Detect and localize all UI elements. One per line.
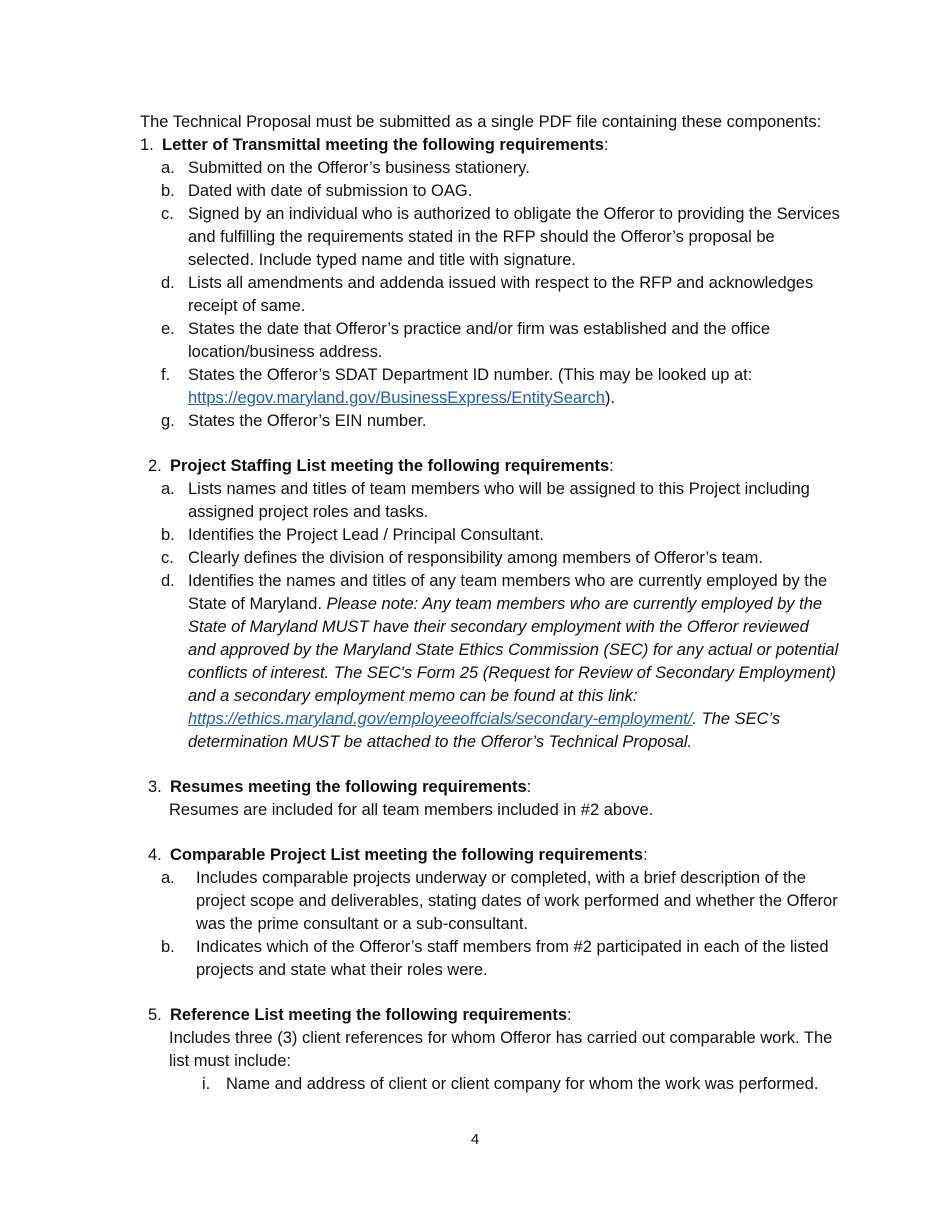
section-1-heading: 1. Letter of Transmittal meeting the following requirements: [140, 134, 840, 157]
list-item: b. Dated with date of submission to OAG. [161, 182, 473, 200]
section-title: Project Staffing List meeting the following requirements [170, 457, 610, 475]
section-number: 3. [148, 778, 162, 796]
page-number: 4 [470, 1131, 480, 1148]
list-item: b. Indicates which of the Offeror’s staff members from #2 participated in each of the listed projects and state what their roles were. [161, 938, 829, 979]
list-item: d. Lists all amendments and addenda issued with respect to the RFP and acknowledges receipt of same. [161, 274, 814, 315]
list-item: a. Lists names and titles of team members who will be assigned to this Project including assigned project roles and tasks. [161, 480, 810, 521]
section-3-heading: 3. Resumes meeting the following requirements: [140, 776, 840, 799]
list-item: f. States the Offeror’s SDAT Department ID number. (This may be looked up at: https://egov.maryland.gov/BusinessExpress/EntitySearch). [161, 366, 753, 407]
list-item: c. Signed by an individual who is authorized to obligate the Offeror to providing the Services and fulfilling the requirements stated in the RFP should the Offeror’s proposal be selected. Include typed name and title with signature. [161, 205, 840, 269]
section-5-text: Includes three (3) client references for whom Offeror has carried out comparable work. The list must include: [169, 1029, 833, 1070]
list-item: d. Identifies the names and titles of any team members who are currently employed by the State of Maryland. Please note: Any team members who are currently employed by the State of Maryland MUST have their secondary employment with the Offeror reviewed and approved by the Maryland State Ethics Commission (SEC) for any actual or potential conflicts of interest. The SEC's Form 25 (Request for Review of Secondary Employment) and a secondary employment memo can be found at this link: https://ethics.maryland.gov/employeeoffcials/secondary-employment/. The SEC’s determination MUST be attached to the Offeror’s Technical Proposal. [161, 572, 839, 751]
section-title: Resumes meeting the following requirements [170, 778, 527, 796]
section-number: 4. [148, 846, 162, 864]
section-number: 1. [140, 136, 154, 154]
intro-text: The Technical Proposal must be submitted as a single PDF file containing these components: [140, 113, 822, 131]
section-4-heading: 4. Comparable Project List meeting the following requirements: [140, 844, 840, 867]
list-item: g. States the Offeror’s EIN number. [161, 412, 427, 430]
section-number: 5. [148, 1006, 162, 1024]
page-content [140, 111, 840, 1096]
list-item: b. Identifies the Project Lead / Principal Consultant. [161, 526, 544, 544]
sdat-entity-search-link[interactable]: https://egov.maryland.gov/BusinessExpress/EntitySearch [188, 389, 605, 407]
section-2-heading: 2. Project Staffing List meeting the following requirements: [140, 455, 840, 478]
list-item: i. Name and address of client or client company for whom the work was performed. [202, 1075, 819, 1093]
list-item: c. Clearly defines the division of responsibility among members of Offeror’s team. [161, 549, 764, 567]
secondary-employment-link[interactable]: https://ethics.maryland.gov/employeeoffcials/secondary-employment/ [188, 710, 693, 728]
section-5-heading: 5. Reference List meeting the following requirements: [140, 1004, 840, 1027]
list-item: a. Submitted on the Offeror’s business stationery. [161, 159, 530, 177]
list-item: e. States the date that Offeror’s practice and/or firm was established and the office location/business address. [161, 320, 771, 361]
section-title: Comparable Project List meeting the following requirements [170, 846, 644, 864]
section-number: 2. [148, 457, 162, 475]
list-item: a. Includes comparable projects underway or completed, with a brief description of the project scope and deliverables, stating dates of work performed and whether the Offeror was the prime consultant or a sub-consultant. [161, 869, 838, 933]
section-title: Reference List meeting the following requirements [170, 1006, 567, 1024]
section-title: Letter of Transmittal meeting the following requirements [162, 136, 604, 154]
section-3-text: Resumes are included for all team members included in #2 above. [169, 801, 654, 819]
